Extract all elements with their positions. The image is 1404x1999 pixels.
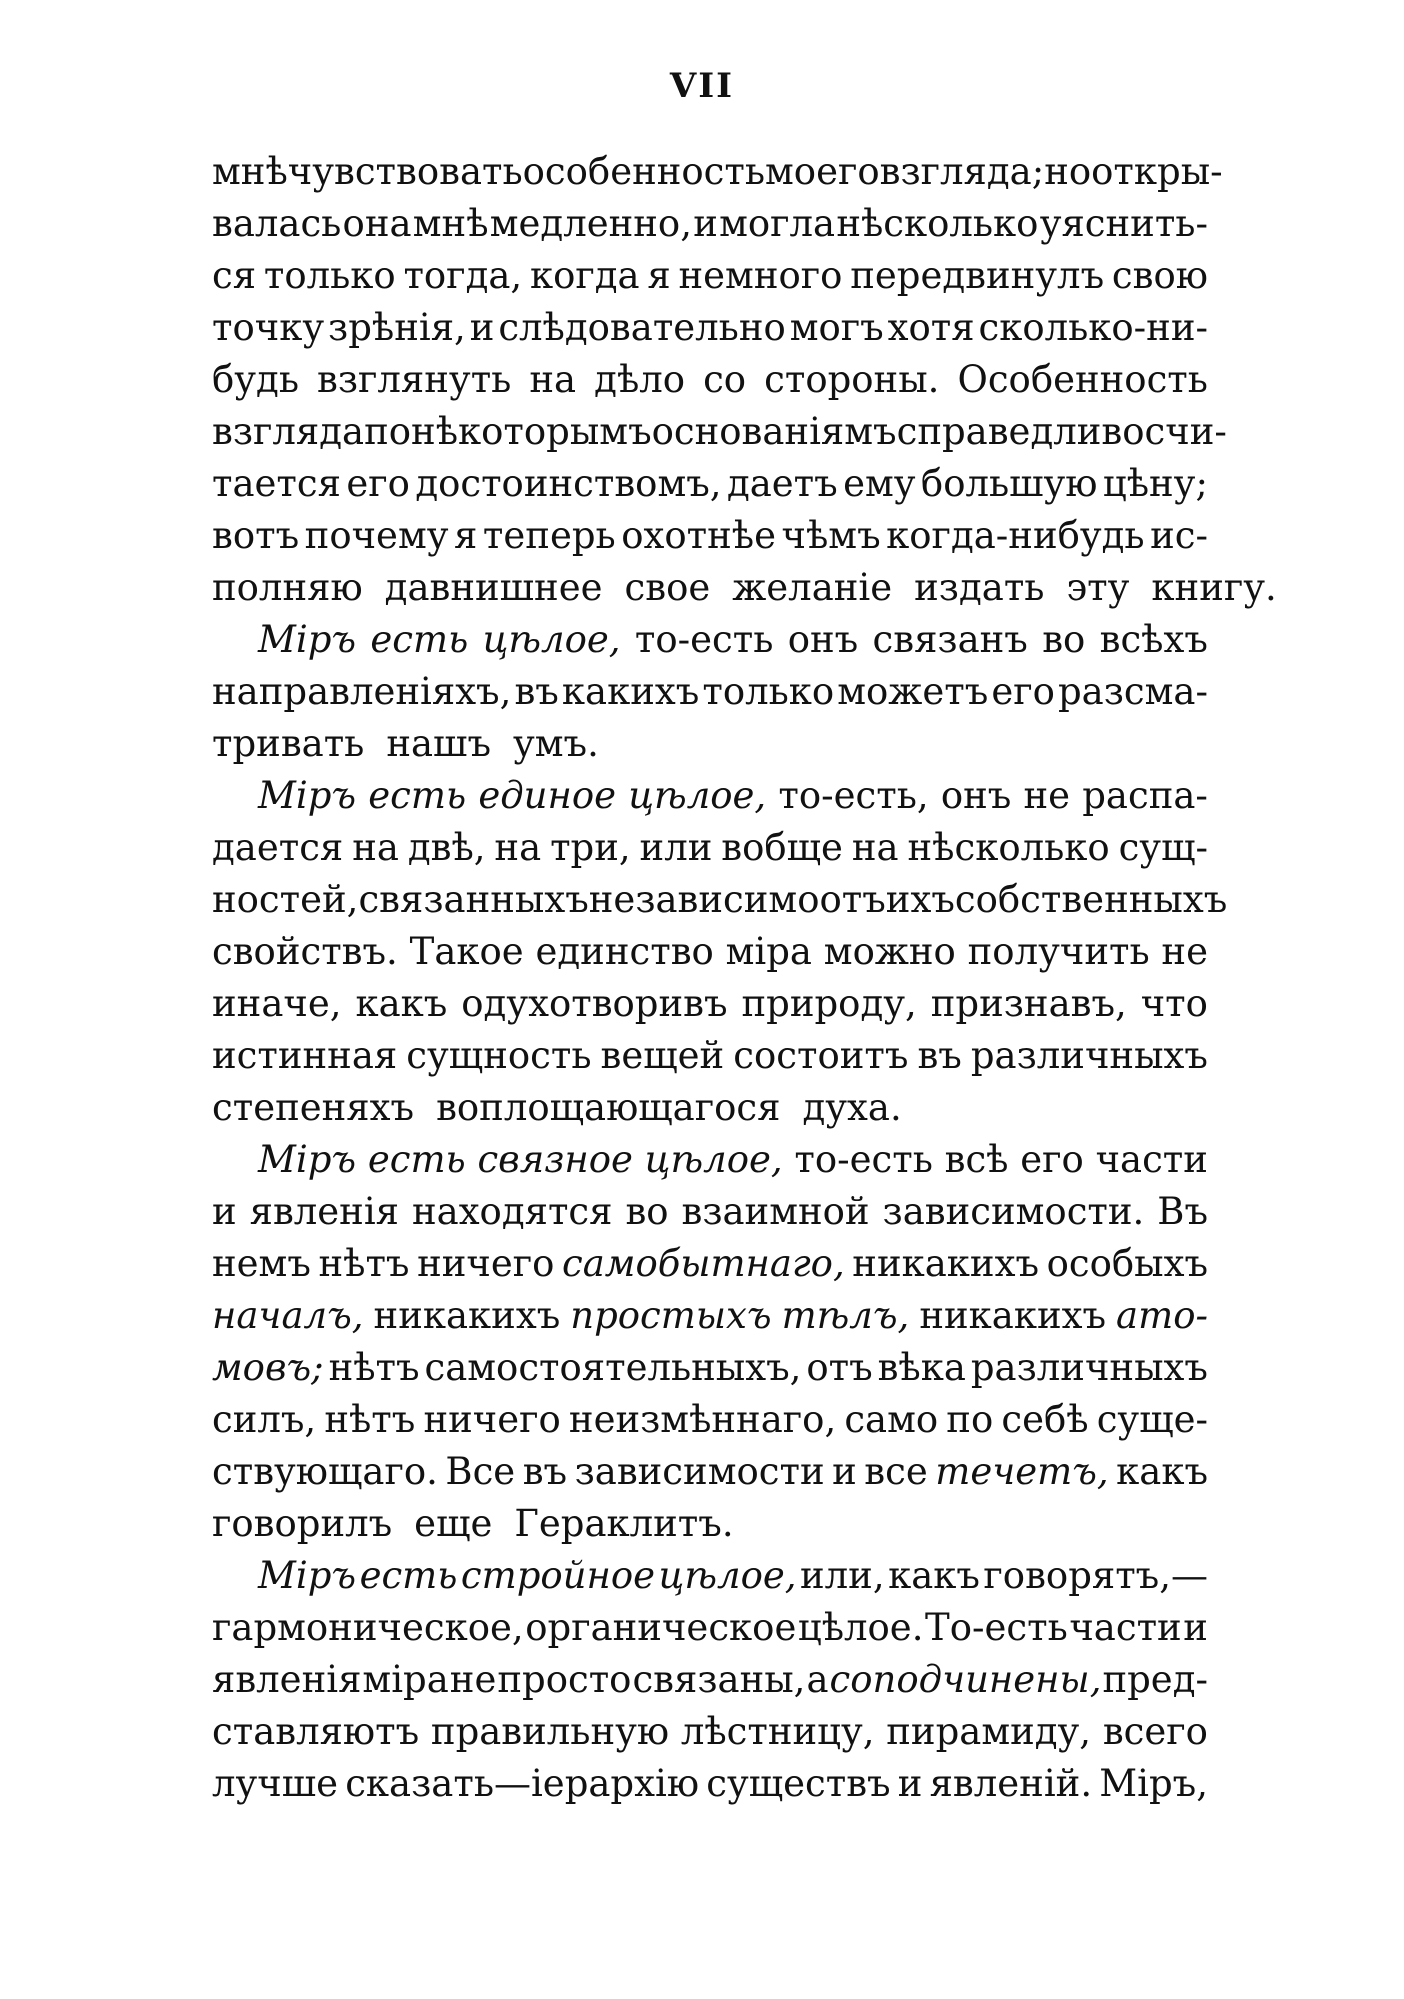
word: почему (304, 514, 449, 557)
word: я (647, 254, 671, 297)
text-line (212, 146, 1223, 198)
word: ствующаго. (212, 1450, 438, 1493)
word: какъ (355, 982, 448, 1025)
word: и (693, 202, 718, 245)
word: лѣстницу, (680, 1710, 875, 1753)
word: степеняхъ (212, 1086, 415, 1129)
word: зависимости. (882, 1190, 1145, 1233)
word: сущность (406, 1034, 592, 1077)
text-line (212, 614, 1208, 666)
word: получить (967, 930, 1150, 973)
page-number: VII (669, 66, 735, 106)
body-text (212, 146, 1277, 1810)
word: вѣка (877, 1346, 966, 1389)
word: гармоническое, (212, 1606, 524, 1649)
word: явленія (212, 1658, 362, 1701)
italic-word: есть (368, 774, 467, 817)
word: вотъ (212, 514, 300, 557)
word: нѣтъ (324, 1398, 416, 1441)
word: что (1140, 982, 1208, 1025)
italic-word: стройное (460, 1554, 656, 1597)
word: то-есть, (778, 774, 929, 817)
word: одухотворивъ (461, 982, 728, 1025)
word: и (1183, 1606, 1208, 1649)
italic-word: цѣлое, (658, 1554, 797, 1597)
text-line (212, 1654, 1208, 1706)
italic-word: Міръ (258, 618, 357, 661)
word: а (806, 1658, 829, 1701)
word: счи- (1144, 410, 1227, 453)
word: теперь (482, 514, 616, 557)
word: всѣхъ (1099, 618, 1208, 661)
word: только (263, 254, 396, 297)
text-line (212, 1134, 1208, 1186)
word: умъ. (513, 722, 599, 765)
word: медленно, (489, 202, 692, 245)
word: говорятъ,— (983, 1554, 1208, 1597)
word: дается (212, 826, 344, 869)
italic-word: началъ, (212, 1294, 364, 1337)
italic-word: связное (477, 1138, 633, 1181)
word: нѣсколько (907, 826, 1110, 869)
text-line (212, 666, 1208, 718)
word: книгу. (1151, 566, 1277, 609)
word: свою (1111, 254, 1208, 297)
word: и (897, 1762, 923, 1805)
word: моего (765, 150, 880, 193)
word: или, (800, 1554, 885, 1597)
word: отъ (819, 878, 886, 921)
text-line (212, 1030, 1208, 1082)
word: взгляда; (879, 150, 1045, 193)
word: эту (1066, 566, 1130, 609)
word: Въ (1157, 1190, 1208, 1233)
italic-word: соподчинены, (829, 1658, 1102, 1701)
word: на (494, 826, 542, 869)
word: просто (497, 1658, 632, 1701)
word: ся (212, 254, 257, 297)
word: пирамиду, (886, 1710, 1092, 1753)
word: находятся (411, 1190, 613, 1233)
word: полняю (212, 566, 363, 609)
word: связанъ (872, 618, 1028, 661)
word: три, (550, 826, 631, 869)
word: онъ (940, 774, 1012, 817)
text-line (212, 1186, 1208, 1238)
word: независимо (588, 878, 820, 921)
word: органическое (525, 1606, 797, 1649)
word: нѣкоторымъ (411, 410, 652, 453)
word: откры- (1091, 150, 1223, 193)
word: охотнѣе (621, 514, 776, 557)
word: себѣ (1001, 1398, 1089, 1441)
word: на (851, 826, 899, 869)
italic-word: ато- (1116, 1294, 1208, 1337)
italic-word: мовъ; (212, 1346, 324, 1389)
italic-word: простыхъ (570, 1294, 772, 1337)
word: истинная (212, 1034, 398, 1077)
word: издать (914, 566, 1045, 609)
word: немного (678, 254, 843, 297)
text-line (212, 1550, 1208, 1602)
text-line (212, 1498, 1208, 1550)
word: ему (843, 462, 916, 505)
word: разсма- (1057, 670, 1208, 713)
word: связаны, (632, 1658, 806, 1701)
word: по (946, 1398, 994, 1441)
word: самостоятельныхъ, (424, 1346, 802, 1389)
word: не (449, 1658, 497, 1701)
text-line (212, 1238, 1208, 1290)
word: свойствъ. (212, 930, 398, 973)
text-line (212, 822, 1208, 874)
word: цѣлое. (797, 1606, 924, 1649)
text-line (212, 1602, 1208, 1654)
text-line (212, 406, 1227, 458)
word: какъ (1116, 1450, 1208, 1493)
word: въ (522, 1450, 568, 1493)
word: тривать (212, 722, 365, 765)
word: связанныхъ (358, 878, 589, 921)
word: во (625, 1190, 669, 1233)
word: Міръ, (1099, 1762, 1208, 1805)
word: сущ- (1118, 826, 1208, 869)
italic-word: единое (478, 774, 617, 817)
word: существъ (706, 1762, 891, 1805)
word: духа. (802, 1086, 902, 1129)
word: на (352, 826, 399, 869)
word: воплощающагося (436, 1086, 781, 1129)
word: могъ (789, 306, 884, 349)
word: взглянуть (317, 358, 512, 401)
word: какъ (888, 1554, 980, 1597)
word: двѣ, (407, 826, 486, 869)
word: сколько-ни- (978, 306, 1208, 349)
word: можно (823, 930, 956, 973)
word: взаимной (681, 1190, 870, 1233)
word: тогда, (403, 254, 523, 297)
text-line (212, 1082, 1208, 1134)
word: Все (445, 1450, 516, 1493)
word: во (1042, 618, 1086, 661)
word: мнѣ (412, 202, 489, 245)
word: валась (212, 202, 342, 245)
word: явленій. (929, 1762, 1093, 1805)
word: зрѣнія, (328, 306, 466, 349)
italic-word: Міръ (258, 774, 357, 817)
word: ихъ (885, 878, 955, 921)
word: иначе, (212, 982, 342, 1025)
italic-word: цѣлое, (482, 618, 621, 661)
word: то-есть (634, 618, 774, 661)
word: никакихъ (919, 1294, 1107, 1337)
word: состоитъ (733, 1034, 909, 1077)
word: То-есть (925, 1606, 1068, 1649)
word: ничего (423, 1398, 561, 1441)
word: особыхъ (1046, 1242, 1208, 1285)
word: цѣну; (1102, 462, 1208, 505)
word: различныхъ (970, 1034, 1208, 1077)
word: взгляда (212, 410, 365, 453)
word: ностей, (212, 878, 359, 921)
word: ставляютъ (212, 1710, 420, 1753)
word: собственныхъ (954, 878, 1228, 921)
text-line (212, 1290, 1208, 1342)
word: мнѣ (212, 150, 288, 193)
word: Такое (409, 930, 524, 973)
word: пред- (1102, 1658, 1208, 1701)
word: не (1023, 774, 1071, 817)
word: или (639, 826, 713, 869)
text-line (212, 354, 1208, 406)
word: со (703, 358, 747, 401)
word: и (832, 1450, 857, 1493)
italic-word: цѣлое, (628, 774, 767, 817)
text-line (212, 302, 1208, 354)
word: только (702, 670, 835, 713)
word: лучше (212, 1762, 339, 1805)
italic-word: есть (370, 618, 469, 661)
text-line (212, 1394, 1208, 1446)
word: въ (514, 670, 559, 713)
italic-word: есть (359, 1554, 458, 1597)
word: все (864, 1450, 928, 1493)
text-line (212, 770, 1208, 822)
word: зависимости (574, 1450, 825, 1493)
word: стороны. (764, 358, 940, 401)
text-line (212, 458, 1208, 510)
text-line (212, 510, 1208, 562)
text-line (212, 978, 1208, 1030)
word: само (844, 1398, 939, 1441)
word: всѣ (944, 1138, 1009, 1181)
word: распа- (1082, 774, 1208, 817)
word: нѣсколько (836, 202, 1039, 245)
word: она (342, 202, 412, 245)
word: отъ (806, 1346, 873, 1389)
word: дѣло (594, 358, 686, 401)
word: свое (624, 566, 711, 609)
word: части (1095, 1138, 1208, 1181)
word: вобще (721, 826, 843, 869)
word: еще (414, 1502, 493, 1545)
word: по (364, 410, 412, 453)
word: какихъ (561, 670, 700, 713)
word: силъ, (212, 1398, 317, 1441)
text-line (212, 198, 1208, 250)
word: ничего (417, 1242, 555, 1285)
word: на (529, 358, 577, 401)
word: нѣтъ (328, 1346, 420, 1389)
word: чѣмъ (781, 514, 881, 557)
word: немъ (212, 1242, 311, 1285)
word: основаніямъ (651, 410, 897, 453)
word: будь (212, 358, 299, 401)
word: части (1069, 1606, 1182, 1649)
word: желаніе (732, 566, 893, 609)
word: то-есть (794, 1138, 933, 1181)
word: нашъ (386, 722, 491, 765)
word: я (454, 514, 478, 557)
word: его (991, 670, 1055, 713)
word: правильную (430, 1710, 670, 1753)
word: единство (535, 930, 714, 973)
word: и (469, 306, 495, 349)
italic-word: Міръ (258, 1554, 357, 1597)
word: Гераклитъ. (514, 1502, 734, 1545)
italic-word: течетъ, (935, 1450, 1109, 1493)
word: большую (920, 462, 1098, 505)
word: слѣдовательно (498, 306, 786, 349)
word: его (1020, 1138, 1084, 1181)
italic-word: есть (367, 1138, 466, 1181)
word: когда (529, 254, 640, 297)
word: хотя (887, 306, 975, 349)
word: природу, (741, 982, 917, 1025)
word: справедливо (896, 410, 1145, 453)
word: различныхъ (970, 1346, 1208, 1389)
word: когда-нибудь (886, 514, 1145, 557)
word: уяснить- (1039, 202, 1208, 245)
word: точку (212, 306, 325, 349)
text-line (212, 562, 1277, 614)
word: говорилъ (212, 1502, 393, 1545)
word: признавъ, (930, 982, 1127, 1025)
word: и (212, 1190, 237, 1233)
word: въ (917, 1034, 962, 1077)
text-line (212, 926, 1208, 978)
text-line (212, 250, 1208, 302)
word: явленія (249, 1190, 400, 1233)
word: но (1044, 150, 1092, 193)
word: міра (725, 930, 812, 973)
word: суще- (1096, 1398, 1208, 1441)
word: могла (719, 202, 836, 245)
text-line (212, 874, 1228, 926)
italic-word: тѣлъ, (781, 1294, 910, 1337)
text-line (212, 1758, 1208, 1810)
word: нѣтъ (318, 1242, 410, 1285)
word: достоинствомъ, (415, 462, 722, 505)
word: не (1161, 930, 1208, 973)
word: даетъ (726, 462, 838, 505)
text-line (212, 1446, 1208, 1498)
word: особенность (522, 150, 766, 193)
word: можетъ (837, 670, 989, 713)
word: онъ (787, 618, 859, 661)
word: чувствовать (287, 150, 523, 193)
word: никакихъ (852, 1242, 1039, 1285)
word: міра (362, 1658, 449, 1701)
text-line (212, 1706, 1208, 1758)
italic-word: цѣлое, (644, 1138, 783, 1181)
word: неизмѣннаго, (568, 1398, 837, 1441)
word: вещей (600, 1034, 725, 1077)
word: ис- (1150, 514, 1208, 557)
word: давнишнее (384, 566, 603, 609)
word: направленіяхъ, (212, 670, 512, 713)
word: его (346, 462, 410, 505)
word: Особенность (957, 358, 1208, 401)
text-line (212, 1342, 1208, 1394)
word: тается (212, 462, 341, 505)
word: сказать—іерархію (345, 1762, 700, 1805)
italic-word: самобытнаго, (562, 1242, 845, 1285)
italic-word: Міръ (258, 1138, 357, 1181)
word: никакихъ (373, 1294, 561, 1337)
text-line (212, 718, 1208, 770)
word: передвинулъ (850, 254, 1105, 297)
word: всего (1102, 1710, 1208, 1753)
